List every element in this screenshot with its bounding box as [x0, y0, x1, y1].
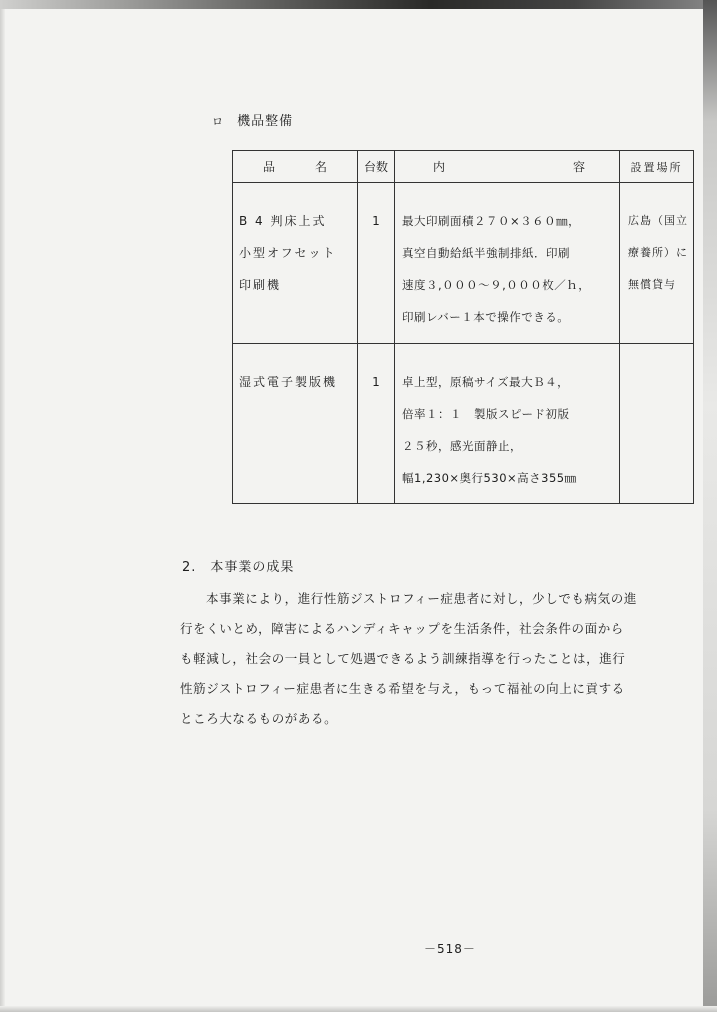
row2-name — [233, 344, 358, 504]
row2-place — [620, 344, 694, 504]
table-header-row — [233, 151, 694, 183]
section-title-text: 機品整備 — [237, 114, 294, 129]
table-row — [233, 183, 694, 344]
header-content-char-1: 内 — [433, 160, 446, 174]
row1-place-line-1: 広島（国立 — [628, 214, 688, 227]
scan-top-edge — [0, 0, 717, 9]
header-content-char-2: 容 — [572, 160, 585, 174]
results-paragraph — [180, 584, 692, 734]
row1-quantity-value: 1 — [372, 214, 380, 228]
header-name-char-1: 品 — [263, 160, 276, 174]
header-content — [395, 151, 620, 183]
equipment-table — [232, 150, 694, 504]
row1-content-line-3: 速度３,０００～９,０００枚／ｈ， — [402, 278, 591, 292]
row1-name — [233, 183, 358, 344]
row2-quantity — [358, 344, 395, 504]
header-place: 設置場所 — [620, 151, 694, 183]
row2-content-line-3: ２５秒，感光面静止， — [402, 439, 522, 453]
section-mark: ロ — [212, 115, 224, 128]
row1-name-line-2: 小型オフセット — [239, 246, 337, 260]
row1-place — [620, 183, 694, 344]
row2-content-line-2: 倍率１：１ 製版スピード初版 — [402, 407, 570, 421]
section-title — [212, 110, 293, 129]
results-line-4: 性筋ジストロフィー症患者に生きる希望を与え，もって福祉の向上に貢する — [180, 681, 625, 696]
row2-name-line-1: 湿式電子製版機 — [239, 375, 338, 389]
header-quantity: 台数 — [358, 151, 395, 183]
row1-place-line-3: 無償貸与 — [628, 278, 676, 291]
scan-bottom-edge — [0, 1006, 717, 1012]
row2-content-line-4: 幅1,230×奥行530×高さ355㎜ — [402, 471, 577, 485]
row2-content-line-1: 卓上型，原稿サイズ最大Ｂ４， — [402, 375, 570, 389]
table-row — [233, 344, 694, 504]
row2-content — [395, 344, 620, 504]
results-line-3: も軽減し，社会の一員として処遇できるよう訓練指導を行ったことは，進行 — [180, 651, 626, 666]
row1-content-line-2: 真空自動給紙半強制排紙．印刷 — [402, 246, 570, 260]
row1-name-line-3: 印刷機 — [239, 278, 282, 292]
row1-name-line-1: B 4 判床上式 — [239, 214, 327, 228]
results-heading: 2. 本事業の成果 — [182, 560, 295, 575]
header-name-char-2: 名 — [314, 160, 327, 174]
row1-content-line-4: 印刷レバー１本で操作できる。 — [402, 310, 570, 324]
scan-left-edge — [0, 0, 5, 1012]
results-line-5: ところ大なるものがある。 — [180, 711, 338, 726]
row1-content — [395, 183, 620, 344]
row2-quantity-value: 1 — [372, 375, 380, 389]
page-number: －518－ — [424, 942, 476, 956]
header-name — [233, 151, 358, 183]
row1-content-line-1: 最大印刷面積２７０×３６０㎜， — [402, 214, 581, 228]
results-line-1: 本事業により，進行性筋ジストロフィー症患者に対し，少しでも病気の進 — [206, 591, 637, 606]
row1-place-line-2: 療養所）に — [628, 246, 688, 259]
scan-right-edge — [703, 0, 717, 1012]
results-line-2: 行をくいとめ，障害によるハンディキャップを生活条件，社会条件の面から — [180, 621, 624, 636]
row1-quantity — [358, 183, 395, 344]
